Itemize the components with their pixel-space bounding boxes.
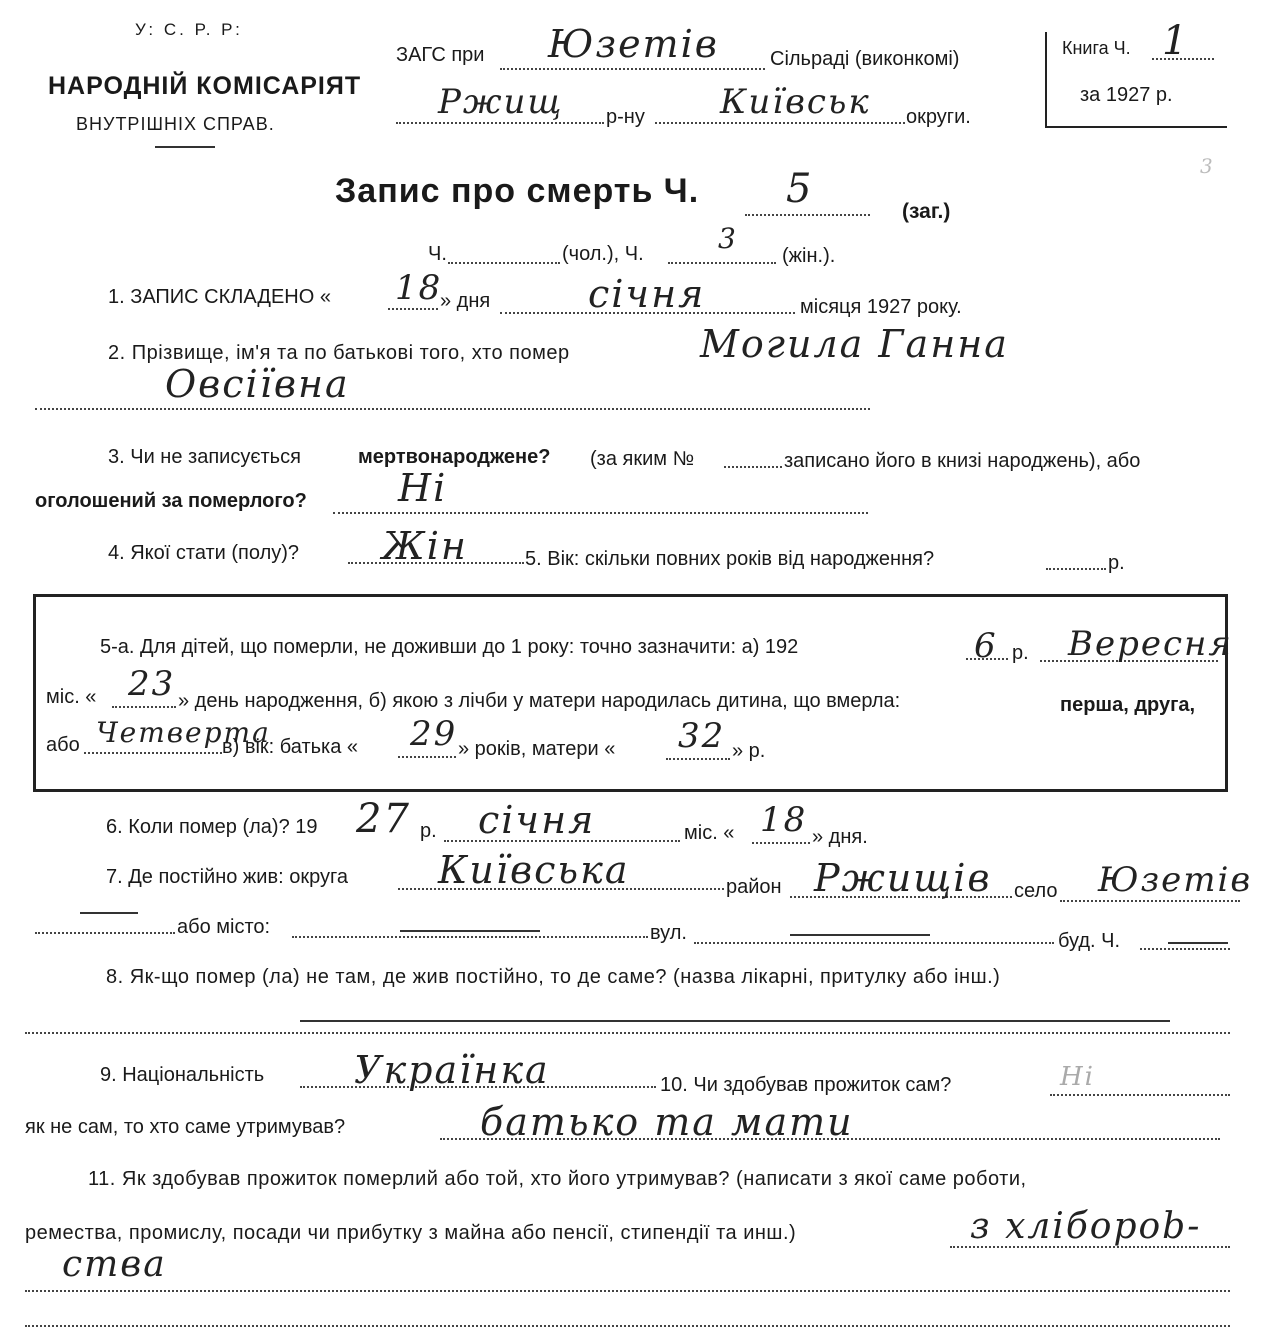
field-5a-line2-bold: перша, друга,	[1060, 694, 1196, 716]
field-1-label: 1. ЗАПИС СКЛАДЕНО «	[108, 286, 331, 308]
field-5a-line2: » день народження, б) якою з лічби у матери народилась дитина, що вмерла:	[178, 690, 901, 712]
male-count-prefix: Ч.	[428, 243, 447, 265]
field-10b-answer: батько та мати	[480, 1100, 854, 1144]
field-3-answer-line	[333, 512, 868, 514]
field-7-blank-line	[35, 932, 175, 934]
field-3-b: мертвонароджене?	[358, 446, 551, 468]
field-1-day-suffix: » дня	[440, 290, 491, 312]
field-5a-father-line	[398, 756, 456, 758]
field-6-r: р.	[420, 820, 437, 842]
field-8-dash	[300, 1020, 1170, 1022]
field-5a-line3: в) вік: батька «	[222, 736, 359, 758]
field-1-day-line	[388, 308, 438, 310]
book-number-line	[1152, 58, 1214, 60]
field-9-label: 9. Національність	[100, 1064, 265, 1086]
field-7-bud-label: буд. Ч.	[1058, 930, 1121, 952]
female-label: (жін.).	[782, 245, 836, 267]
field-5a-mother: 32	[678, 716, 726, 756]
field-10-line	[1050, 1094, 1230, 1096]
field-5-unit: р.	[1108, 552, 1125, 574]
heading-divider	[155, 146, 215, 148]
field-5a-r: р.	[1012, 642, 1029, 664]
field-7-label: 7. Де постійно жив: округа	[106, 866, 348, 888]
field-3-e: оголошений за померлого?	[35, 490, 307, 512]
field-3-answer: Ні	[398, 466, 448, 510]
council-label: Сільраді (виконкомі)	[770, 48, 960, 70]
field-7-selo-label: село	[1014, 880, 1058, 902]
field-7-selo: Юзетів	[1098, 860, 1253, 900]
corner-mark: 3	[1200, 154, 1213, 178]
field-3-a: 3. Чи не записується	[108, 446, 301, 468]
field-6-day: 18	[760, 800, 808, 840]
female-count-line	[668, 262, 776, 264]
field-1-month: січня	[588, 272, 706, 316]
field-6-year: 27	[356, 796, 411, 842]
field-2-line	[35, 408, 870, 410]
male-count-line	[448, 262, 560, 264]
field-7-rayon-label: район	[726, 876, 782, 898]
field-2-name1: Могила Ганна	[700, 322, 1009, 366]
field-1-tail: місяця 1927 року.	[800, 296, 962, 318]
village-value: Юзетів	[548, 22, 719, 66]
total-label: (заг.)	[902, 200, 951, 223]
field-7-misto-line	[292, 936, 648, 938]
field-2-label: 2. Прізвище, ім'я та по батькові того, хто помер	[108, 342, 570, 364]
field-11-answer1: з хліборob-	[970, 1206, 1202, 1247]
field-5a-day-line	[112, 706, 176, 708]
field-9-answer: Українка	[354, 1048, 550, 1092]
record-number: 5	[786, 166, 814, 212]
okrugy-label: округи.	[906, 106, 971, 128]
internal-affairs-heading: ВНУТРІШНІХ СПРАВ.	[76, 114, 275, 134]
field-7-vul-dash	[790, 934, 930, 936]
field-6-tail: » дня.	[812, 826, 868, 848]
field-5a-mother-line	[666, 758, 730, 760]
okrug-line	[655, 122, 905, 124]
field-5a-order: Четверта	[96, 716, 271, 749]
field-7-vul-line	[694, 942, 1054, 944]
book-number: 1	[1162, 18, 1190, 64]
field-6-month: січня	[478, 798, 596, 842]
okrug-value: Київськ	[720, 82, 871, 122]
district-line	[396, 122, 604, 124]
field-3-no-line	[724, 466, 782, 468]
field-7-bud-line	[1140, 948, 1230, 950]
field-8-label: 8. Як-що помер (ла) не там, де жив постійно, то де саме? (назва лікарні, притулку або інш.)	[106, 966, 1001, 988]
field-4-answer: Жін	[382, 524, 468, 568]
district-value: Ржищ	[438, 82, 564, 122]
field-10-label: 10. Чи здобував прожиток сам?	[660, 1074, 952, 1096]
field-7-misto-dash	[400, 930, 540, 932]
book-year: за 1927 р.	[1080, 84, 1173, 106]
field-5a-father: 29	[410, 714, 458, 754]
field-5a-mis: міс. «	[46, 686, 97, 708]
field-6-day-line	[752, 842, 810, 844]
field-5a-line1: 5-а. Для дітей, що померли, не доживши до 1 року: точно зазначити: а) 192	[100, 636, 799, 658]
record-number-line	[745, 214, 870, 216]
book-label: Книга Ч.	[1062, 38, 1131, 58]
field-3-c: (за яким №	[590, 448, 695, 470]
ussr-heading: У: С. Р. Р:	[135, 20, 243, 39]
field-7-misto-label: або місто:	[177, 916, 271, 938]
female-count: 3	[718, 222, 738, 255]
field-7-selo-line	[1060, 900, 1240, 902]
field-2-name2: Овсіївна	[165, 362, 350, 406]
field-4-label: 4. Якої стати (полу)?	[108, 542, 300, 564]
field-5a-abo: або	[46, 734, 80, 756]
field-10b-label: як не сам, то хто саме утримував?	[25, 1116, 346, 1138]
field-7-vul-label: вул.	[650, 922, 687, 944]
field-6-label: 6. Коли помер (ла)? 19	[106, 816, 318, 838]
field-3-d: записано його в книзі народжень), або	[784, 450, 1141, 472]
field-5-line	[1046, 568, 1106, 570]
field-1-day: 18	[395, 268, 443, 308]
field-6-mis: міс. «	[684, 822, 735, 844]
field-8-line	[25, 1032, 1230, 1034]
field-11-line1: 11. Як здобував прожиток померлий або той, хто його утримував? (написати з якої саме роботи,	[88, 1168, 1027, 1190]
zags-label: ЗАГС при	[396, 44, 485, 66]
field-7-okrug: Київська	[438, 848, 630, 892]
field-11-line2: ремества, промислу, посади чи прибутку з майна або пенсії, стипендії та инш.)	[25, 1222, 797, 1244]
field-7-rayon: Ржищів	[814, 856, 992, 900]
field-7-bud-dash	[1168, 942, 1228, 944]
field-5a-order-line	[84, 752, 222, 754]
field-5-label: 5. Вік: скільки повних років від народження?	[525, 548, 935, 570]
field-5a-year: 6	[974, 626, 998, 666]
field-11-line3	[25, 1290, 1230, 1292]
village-line	[500, 68, 765, 70]
field-5a-month: Вересня	[1068, 624, 1233, 664]
field-5a-day: 23	[128, 664, 176, 704]
field-5a-years: » років, матери «	[458, 738, 616, 760]
field-5a-tail: » р.	[732, 740, 766, 762]
field-7-dash	[80, 912, 138, 914]
commissariat-heading: НАРОДНІЙ КОМІСАРІЯТ	[48, 72, 362, 100]
page-title: Запис про смерть Ч.	[335, 172, 700, 210]
field-11-line4	[25, 1325, 1230, 1327]
field-11-answer2: ства	[62, 1244, 167, 1285]
field-10-answer: Ні	[1060, 1062, 1095, 1092]
rnu-label: р-ну	[606, 106, 645, 128]
male-label: (чол.), Ч.	[562, 243, 644, 265]
